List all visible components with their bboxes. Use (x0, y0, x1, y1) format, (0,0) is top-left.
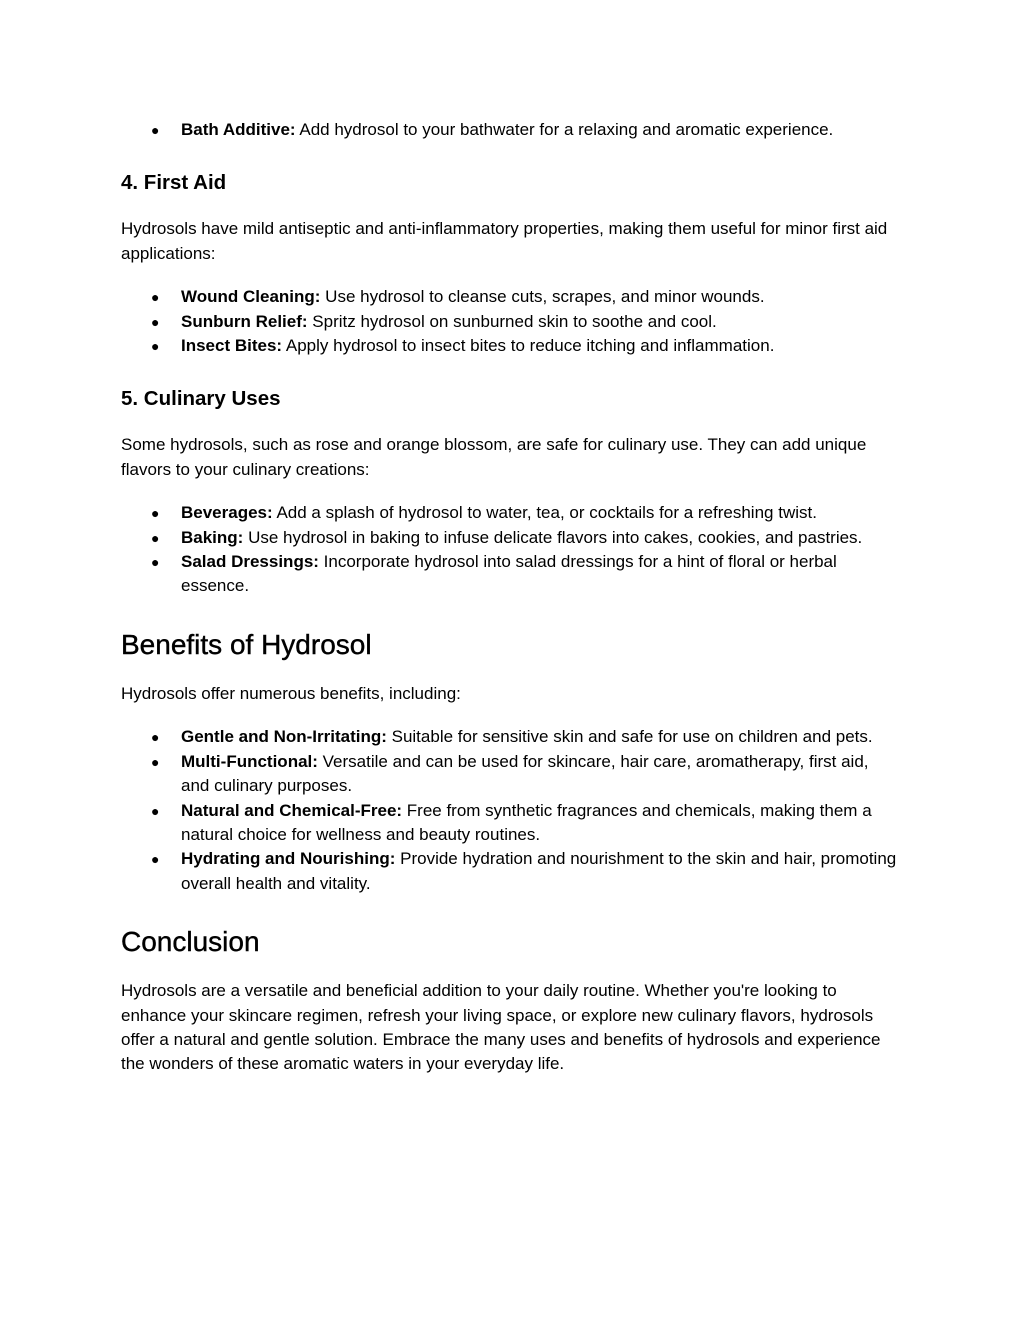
list-item (121, 526, 901, 550)
item-term: Natural and Chemical-Free: (181, 800, 403, 820)
bullet-icon: ● (151, 529, 160, 546)
bullet-icon: ● (151, 851, 160, 868)
item-term: Wound Cleaning: (181, 287, 321, 307)
culinary-list (121, 501, 901, 599)
bullet-icon: ● (151, 338, 160, 355)
bullet-icon: ● (151, 313, 160, 330)
list-item (121, 799, 901, 848)
item-desc: Free from synthetic fragrances and chemicals, making them a natural choice for wellness and beauty routines. (181, 800, 872, 844)
culinary-heading: 5. Culinary Uses (121, 387, 281, 411)
first-aid-heading: 4. First Aid (121, 171, 227, 195)
conclusion-heading: Conclusion (121, 926, 260, 958)
bullet-icon: ● (151, 554, 160, 571)
first-aid-intro: Hydrosols have mild antiseptic and anti-inflammatory properties, making them useful for minor first aid applications: (121, 219, 888, 263)
list-item (121, 750, 901, 799)
bullet-icon: ● (151, 729, 160, 746)
benefits-heading: Benefits of Hydrosol (121, 628, 372, 660)
item-desc: Add a splash of hydrosol to water, tea, or cocktails for a refreshing twist. (272, 503, 817, 523)
item-term: Beverages: (181, 503, 273, 523)
list-item (121, 550, 901, 599)
conclusion-body: Hydrosols are a versatile and beneficial addition to your daily routine. Whether you're looking to enhance your skincare regimen, refresh your living space, or explore new culinary flavors, hydrosols offer a natural and gentle solution. Embrace the many uses and benefits of hydrosols and experience the wonders of these aromatic waters in your everyday life. (121, 981, 881, 1074)
list-item (121, 725, 901, 749)
item-desc: Use hydrosol in baking to infuse delicate flavors into cakes, cookies, and pastries. (243, 527, 863, 547)
list-item (121, 847, 901, 896)
list-item (121, 118, 901, 142)
document-page (121, 118, 901, 1077)
list-item (121, 501, 901, 525)
list-item (121, 285, 901, 309)
item-desc: Apply hydrosol to insect bites to reduce itching and inflammation. (282, 336, 775, 356)
bullet-icon: ● (151, 122, 160, 138)
item-term: Salad Dressings: (181, 552, 319, 572)
item-term: Insect Bites: (181, 336, 283, 356)
bullet-icon: ● (151, 289, 160, 306)
item-term: Baking: (181, 527, 244, 547)
item-desc: Versatile and can be used for skincare, hair care, aromatherapy, first aid, and culinary purposes. (181, 751, 869, 796)
item-desc: Incorporate hydrosol into salad dressings for a hint of floral or herbal essence. (181, 552, 837, 596)
culinary-intro: Some hydrosols, such as rose and orange blossom, are safe for culinary use. They can add unique flavors to your culinary creations: (121, 435, 867, 479)
bath-list (121, 118, 901, 142)
first-aid-list (121, 285, 901, 358)
item-term: Sunburn Relief: (181, 311, 308, 331)
bullet-icon: ● (151, 505, 160, 522)
item-desc: Add hydrosol to your bathwater for a relaxing and aromatic experience. (295, 120, 834, 139)
item-desc: Spritz hydrosol on sunburned skin to soothe and cool. (307, 311, 717, 331)
bullet-icon: ● (151, 802, 160, 819)
benefits-intro: Hydrosols offer numerous benefits, including: (121, 683, 461, 703)
item-term: Multi-Functional: (181, 751, 318, 771)
item-desc: Suitable for sensitive skin and safe for use on children and pets. (386, 727, 873, 747)
list-item (121, 310, 901, 334)
item-term: Gentle and Non-Irritating: (181, 727, 387, 747)
item-desc: Use hydrosol to cleanse cuts, scrapes, and minor wounds. (320, 287, 765, 307)
benefits-list (121, 725, 901, 896)
list-item (121, 334, 901, 358)
item-term: Bath Additive: (181, 120, 296, 139)
item-desc: Provide hydration and nourishment to the skin and hair, promoting overall health and vitality. (181, 849, 897, 893)
item-term: Hydrating and Nourishing: (181, 849, 396, 869)
bullet-icon: ● (151, 753, 160, 770)
